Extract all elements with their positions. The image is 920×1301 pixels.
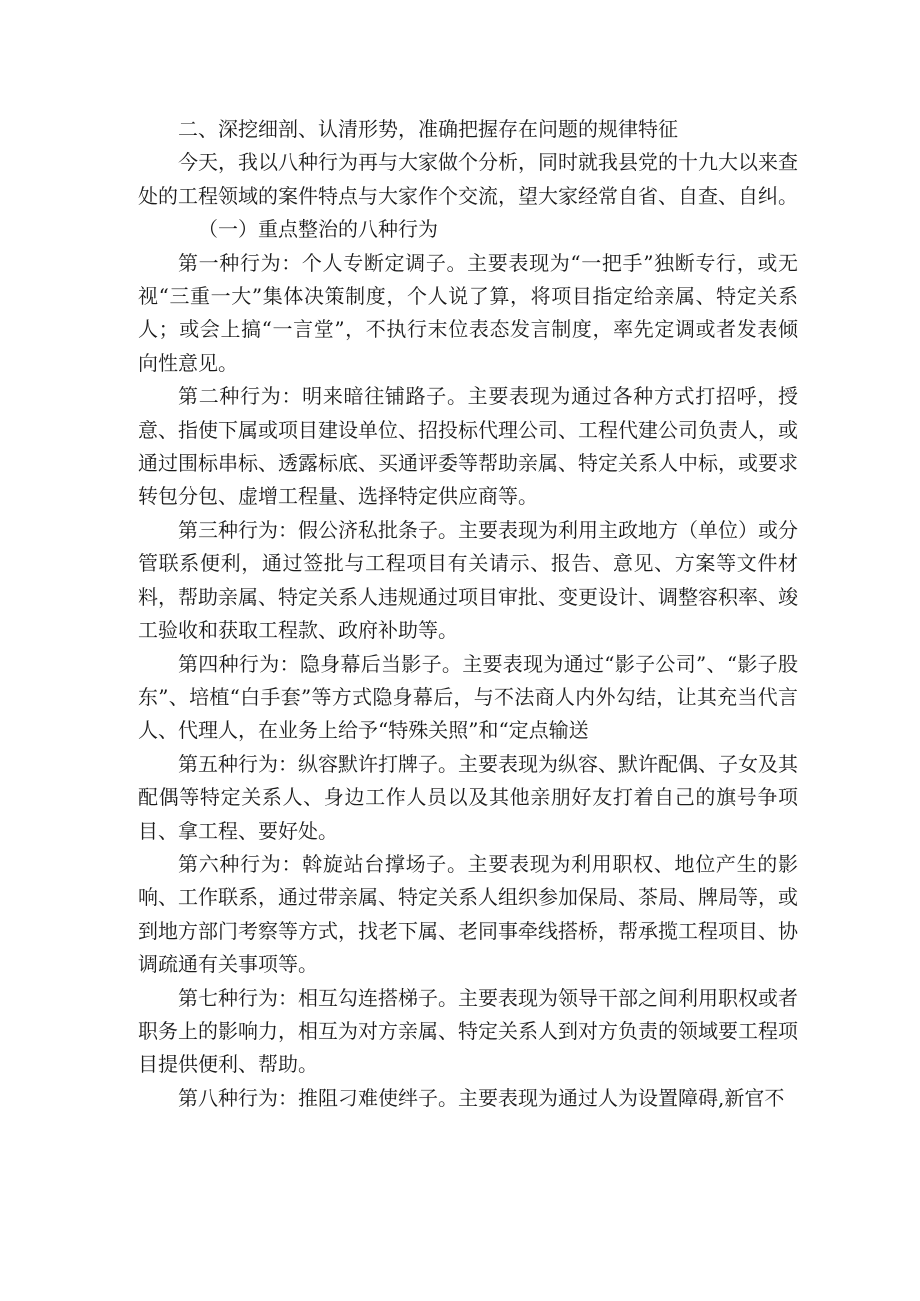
behavior-paragraph-3: 第三种行为：假公济私批条子。主要表现为利用主政地方（单位）或分管联系便利，通过签批与工程项目有关请示、报告、意见、方案等文件材料，帮助亲属、特定关系人违规通过项目审批、变更设计、调整容积率、竣工验收和获取工程款、政府补助等。	[138, 517, 798, 643]
behavior-paragraph-7: 第七种行为：相互勾连搭梯子。主要表现为领导干部之间利用职权或者职务上的影响力，相互为对方亲属、特定关系人到对方负责的领域要工程项目提供便利、帮助。	[138, 985, 798, 1077]
behavior-paragraph-8: 第八种行为：推阻刁难使绊子。主要表现为通过人为设置障碍,新官不	[178, 1085, 785, 1110]
behavior-paragraph-1: 第一种行为：个人专断定调子。主要表现为“一把手”独断专行，或无视“三重一大”集体决策制度，个人说了算，将项目指定给亲属、特定关系人；或会上搞“一言堂”，不执行末位表态发言制度，率先定调或者发表倾向性意见。	[138, 250, 798, 375]
behavior-paragraph-2: 第二种行为：明来暗往铺路子。主要表现为通过各种方式打招呼，授意、指使下属或项目建设单位、招投标代理公司、工程代建公司负责人，或通过围标串标、透露标底、买通评委等帮助亲属、特定关系人中标，或要求转包分包、虚增工程量、选择特定供应商等。	[138, 384, 798, 509]
behavior-paragraph-5: 第五种行为：纵容默许打牌子。主要表现为纵容、默许配偶、子女及其配偶等特定关系人、身边工作人员以及其他亲朋好友打着自己的旗号争项目、拿工程、要好处。	[138, 751, 798, 843]
behavior-paragraph-4: 第四种行为：隐身幕后当影子。主要表现为通过“影子公司”、“影子股东”、培植“白手套”等方式隐身幕后，与不法商人内外勾结，让其充当代言人、代理人，在业务上给予“特殊关照”和“定点输送	[138, 651, 798, 743]
document-body	[138, 113, 798, 1115]
section-heading: 二、深挖细剖、认清形势，准确把握存在问题的规律特征	[178, 117, 678, 141]
behavior-paragraph-6: 第六种行为：斡旋站台撑场子。主要表现为利用职权、地位产生的影响、工作联系，通过带亲属、特定关系人组织参加保局、茶局、牌局等，或到地方部门考察等方式，找老下属、老同事牵线搭桥，帮承揽工程项目、协调疏通有关事项等。	[138, 851, 798, 977]
intro-paragraph: 今天，我以八种行为再与大家做个分析，同时就我县党的十九大以来查处的工程领域的案件特点与大家作个交流，望大家经常自省、自查、自纠。	[138, 150, 798, 208]
subsection-heading: （一）重点整治的八种行为	[198, 217, 438, 242]
